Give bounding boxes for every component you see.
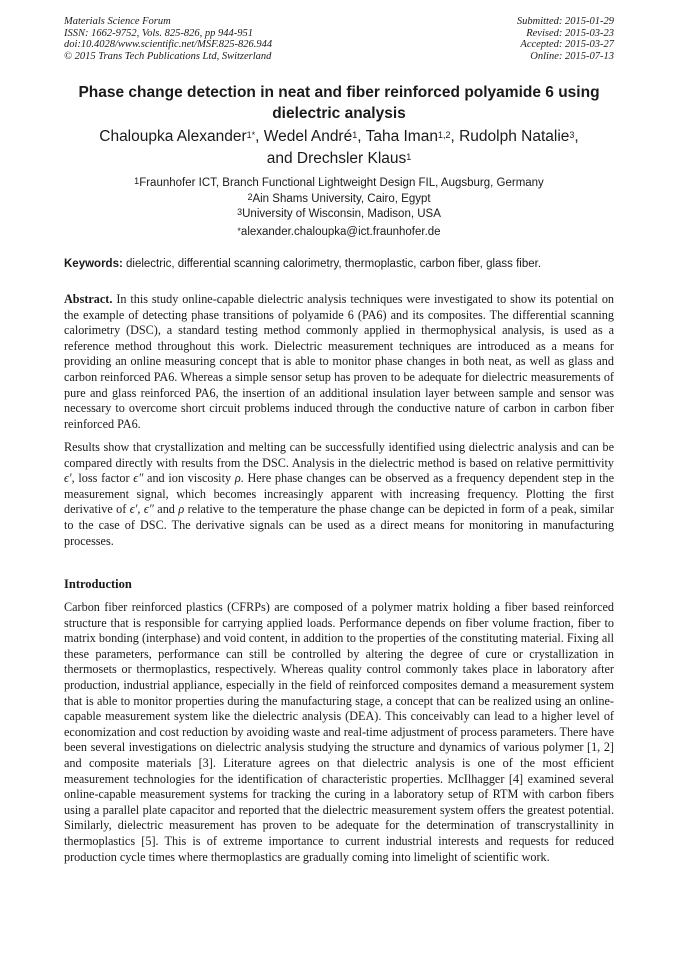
author-name: Rudolph Natalie [459, 128, 570, 145]
math-symbol: ϵ″ [143, 502, 154, 517]
journal-name: Materials Science Forum [64, 16, 171, 27]
author-affil-sup: 1,2 [437, 130, 451, 140]
abstract-text: In this study online-capable dielectric analysis techniques were investigated to show its potential on the example of detecting phase transitions of polyamide 6 (PA6) and its composites. The differential scanning calorimetry (DSC), a standard testing method commonly applied in thermophysical analysis, is used as a reference method throughout this work. Dielectric measurement techniques are introduced as a means for providing an online measuring concept that is able to monitor phase changes in both neat, as well as glass and carbon reinforced PA6. Whereas a simple sensor setup has proven to be adequate for dielectric measurements of pure and glass reinforced PA6, the insertion of an additional insulation layer between sample and sensor was necessary to overcome short circuit problems induced through the conductive nature of carbon in carbon fiber reinforced PA6. [64, 292, 615, 431]
math-symbol: ϵ′ [129, 502, 138, 517]
date-submitted: Submitted: 2015-01-29 [516, 16, 614, 27]
results-text: Results show that crystallization and melting can be successfully identified using dielectric analysis and can be compared directly with results from the DSC. Analysis in the dielectric method is based on relative permittivity [64, 440, 614, 470]
results-text: and ion viscosity [143, 471, 235, 486]
affiliations [60, 176, 618, 223]
keywords [64, 258, 614, 270]
journal-copyright: © 2015 Trans Tech Publications Ltd, Switzerland [64, 50, 272, 62]
abstract-paragraph [64, 292, 614, 432]
affiliation-sup: 1 [134, 176, 140, 186]
author-separator: , [574, 128, 579, 145]
journal-info [64, 16, 272, 62]
author-name: Wedel André [263, 128, 353, 145]
affiliation-item [60, 207, 618, 223]
author-separator: , [357, 128, 366, 145]
affiliation-sup: 2 [247, 191, 253, 202]
date-accepted: Accepted: 2015-03-27 [520, 39, 614, 51]
journal-doi[interactable]: doi:10.4028/www.scientific.net/MSF.825-826.944 [64, 39, 273, 51]
math-symbol: ϵ′ [64, 471, 72, 486]
affiliation-text: Fraunhofer ICT, Branch Functional Lightweight Design FIL, Augsburg, Germany [139, 177, 544, 189]
author-affil-sup: 3 [569, 130, 575, 140]
corresponding-email [60, 226, 618, 238]
author-list [60, 126, 618, 170]
results-text: , [137, 502, 144, 517]
affiliation-text: University of Wisconsin, Madison, USA [242, 208, 441, 220]
results-paragraph [64, 440, 614, 549]
journal-issn: ISSN: 1662-9752, Vols. 825-826, pp 944-951 [64, 27, 253, 39]
author-name: Chaloupka Alexander [99, 128, 247, 145]
email-address[interactable]: alexander.chaloupka@ict.fraunhofer.de [240, 226, 441, 238]
date-revised: Revised: 2015-03-23 [526, 27, 614, 39]
math-symbol: ϵ″ [133, 471, 144, 486]
author-affil-sup: 1* [246, 130, 256, 140]
affiliation-item [60, 192, 618, 208]
introduction-paragraph: Carbon fiber reinforced plastics (CFRPs) are composed of a polymer matrix holding a fiber based reinforced structure that is responsible for carrying applied loads. Performance depends on fiber volume fraction, fiber to matrix bonding (interphase) and void content, in addition to the properties of the constituting material. Fixing all these parameters, performance can still be controlled by altering the degree of cure or crystallization in thermosets or thermoplastics, respectively. Whereas quality control commonly takes place in laboratory after production, industrial appliance, especially in the field of reinforced composites demand a measurement system that is able to monitor properties during the manufacturing stage, a concept that can be realized using an online-capable measurement system like the dielectric analysis (DEA). This conceivably can lead to a higher level of economization and cost reduction by avoiding waste and real-time adjustment of process parameters. There have been several investigations on dielectric analysis studying the structure and dynamics of various polymer [1, 2] and composite materials [3]. Literature agrees on that dielectric analysis is one of the most efficient measurement technologies for the identification of characteristic properties. McIlhagger [4] examined several online-capable measurement systems for tracking the curing in a laboratory setup of RTM with carbon fibers using a parallel plate capacitor and reported that the dielectric measurement system offers the greatest potential. Similarly, dielectric measurement has proven to be adequate for the determination of transcrystallinity in thermoplastics [5]. This is of extreme importance to current industrial interests and requests for reduced production cycle times where thermoplastics are gradually coming into limelight of scientific work. [64, 600, 614, 864]
affiliation-sup: 3 [237, 207, 243, 217]
author-name: Taha Iman [365, 128, 438, 145]
publication-dates [517, 16, 614, 62]
author-separator: , [255, 128, 264, 145]
email-sup: * [237, 226, 241, 236]
results-text: and [153, 502, 179, 517]
keywords-label: Keywords: [64, 258, 123, 270]
author-name: and Drechsler Klaus [266, 150, 407, 167]
results-text: , loss factor [71, 471, 134, 486]
math-symbol: ρ [234, 471, 241, 486]
keywords-text: dielectric, differential scanning calorimetry, thermoplastic, carbon fiber, glass fiber. [126, 258, 542, 270]
author-affil-sup: 1 [352, 130, 358, 140]
section-heading-introduction: Introduction [64, 577, 132, 591]
author-affil-sup: 1 [406, 152, 412, 162]
math-symbol: ρ [178, 502, 185, 517]
results-text: relative to the temperature the phase change can be depicted in form of a peak, similar to the case of DSC. The derivative signals can be used as a direct means for monitoring in manufacturing processes. [64, 502, 614, 548]
abstract-label: Abstract. [64, 292, 113, 306]
author-separator: , [450, 128, 460, 145]
date-online: Online: 2015-07-13 [530, 50, 614, 62]
affiliation-text: Ain Shams University, Cairo, Egypt [252, 192, 431, 205]
affiliation-item [60, 176, 618, 192]
results-text: . Here phase changes can be observed as a frequency dependent step in the measurement signal, which becomes increasingly apparent with increasing frequency. Plotting the first derivative of [64, 471, 614, 517]
paper-title: Phase change detection in neat and fiber reinforced polyamide 6 using dielectric analysis [78, 84, 600, 122]
